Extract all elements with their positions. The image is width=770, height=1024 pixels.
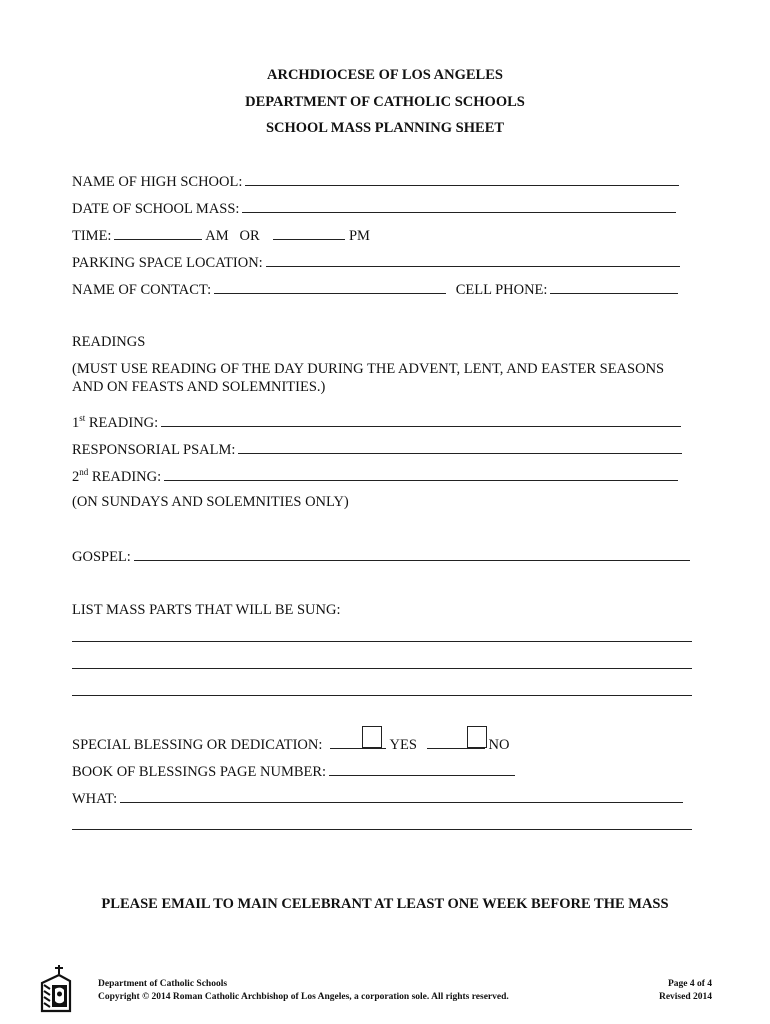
second-reading-row	[72, 467, 678, 486]
time-label: TIME:	[72, 228, 112, 244]
sung-line-3[interactable]	[72, 695, 692, 696]
what-row	[72, 789, 683, 808]
high-school-label: NAME OF HIGH SCHOOL:	[72, 174, 243, 190]
footer-department: Department of Catholic Schools	[98, 979, 228, 989]
book-page-field[interactable]	[329, 762, 515, 776]
footer-copyright: Copyright © 2014 Roman Catholic Archbishop of Los Angeles, a corporation sole. All rights reserved.	[98, 992, 509, 1002]
pm-label: PM	[348, 228, 370, 244]
sung-line-2[interactable]	[72, 668, 692, 669]
time-pm-field[interactable]	[273, 226, 345, 240]
psalm-field[interactable]	[238, 440, 682, 454]
parking-label: PARKING SPACE LOCATION:	[72, 255, 263, 271]
first-reading-row	[72, 413, 681, 432]
first-reading-suffix: st	[79, 413, 86, 423]
footer-right	[659, 978, 712, 1004]
date-row	[72, 199, 676, 218]
contact-label: NAME OF CONTACT:	[72, 282, 212, 298]
time-am-field[interactable]	[114, 226, 202, 240]
blessing-row	[72, 735, 509, 754]
parking-row	[72, 253, 680, 272]
psalm-row	[72, 440, 682, 459]
gospel-field[interactable]	[134, 547, 690, 561]
header-department: DEPARTMENT OF CATHOLIC SCHOOLS	[245, 94, 525, 110]
parking-field[interactable]	[266, 253, 680, 267]
header-archdiocese: ARCHDIOCESE OF LOS ANGELES	[267, 67, 503, 83]
readings-heading: READINGS	[72, 334, 146, 350]
time-row	[72, 226, 370, 245]
second-reading-field[interactable]	[164, 467, 678, 481]
date-field[interactable]	[242, 199, 676, 213]
high-school-row	[72, 172, 679, 191]
email-notice: PLEASE EMAIL TO MAIN CELEBRANT AT LEAST ONE WEEK BEFORE THE MASS	[101, 896, 669, 912]
gospel-row	[72, 547, 690, 566]
what-label: WHAT:	[72, 791, 118, 807]
readings-note-line1: (MUST USE READING OF THE DAY DURING THE ADVENT, LENT, AND EASTER SEASONS	[72, 361, 665, 377]
first-reading-label: READING:	[85, 415, 159, 431]
book-page-label: BOOK OF BLESSINGS PAGE NUMBER:	[72, 764, 327, 780]
high-school-field[interactable]	[245, 172, 679, 186]
contact-row	[72, 280, 678, 299]
gospel-label: GOSPEL:	[72, 549, 131, 565]
sung-line-1[interactable]	[72, 641, 692, 642]
date-label: DATE OF SCHOOL MASS:	[72, 201, 240, 217]
revised-date: Revised 2014	[658, 992, 712, 1002]
contact-field[interactable]	[214, 280, 446, 294]
first-reading-number: 1	[72, 415, 80, 431]
footer-left	[98, 978, 509, 1004]
no-checkbox[interactable]	[467, 726, 487, 748]
page-number: Page 4 of 4	[667, 979, 712, 989]
blessing-label: SPECIAL BLESSING OR DEDICATION:	[72, 737, 323, 753]
yes-checkbox[interactable]	[362, 726, 382, 748]
what-field[interactable]	[120, 789, 683, 803]
book-page-row	[72, 762, 515, 781]
archdiocese-logo-icon	[38, 963, 72, 1013]
yes-label: YES	[389, 737, 417, 753]
cell-label: CELL PHONE:	[455, 282, 548, 298]
second-reading-label: READING:	[88, 469, 162, 485]
second-reading-note: (ON SUNDAYS AND SOLEMNITIES ONLY)	[72, 494, 349, 510]
no-label: NO	[488, 737, 510, 753]
what-line-2[interactable]	[72, 829, 692, 830]
second-reading-number: 2	[72, 469, 80, 485]
psalm-label: RESPONSORIAL PSALM:	[72, 442, 236, 458]
second-reading-suffix: nd	[79, 467, 89, 477]
sung-heading: LIST MASS PARTS THAT WILL BE SUNG:	[72, 602, 341, 618]
am-or-label: AM OR	[205, 228, 260, 244]
readings-note-line2: AND ON FEASTS AND SOLEMNITIES.)	[72, 379, 326, 395]
page-title: SCHOOL MASS PLANNING SHEET	[265, 120, 505, 136]
cell-field[interactable]	[550, 280, 678, 294]
first-reading-field[interactable]	[161, 413, 681, 427]
